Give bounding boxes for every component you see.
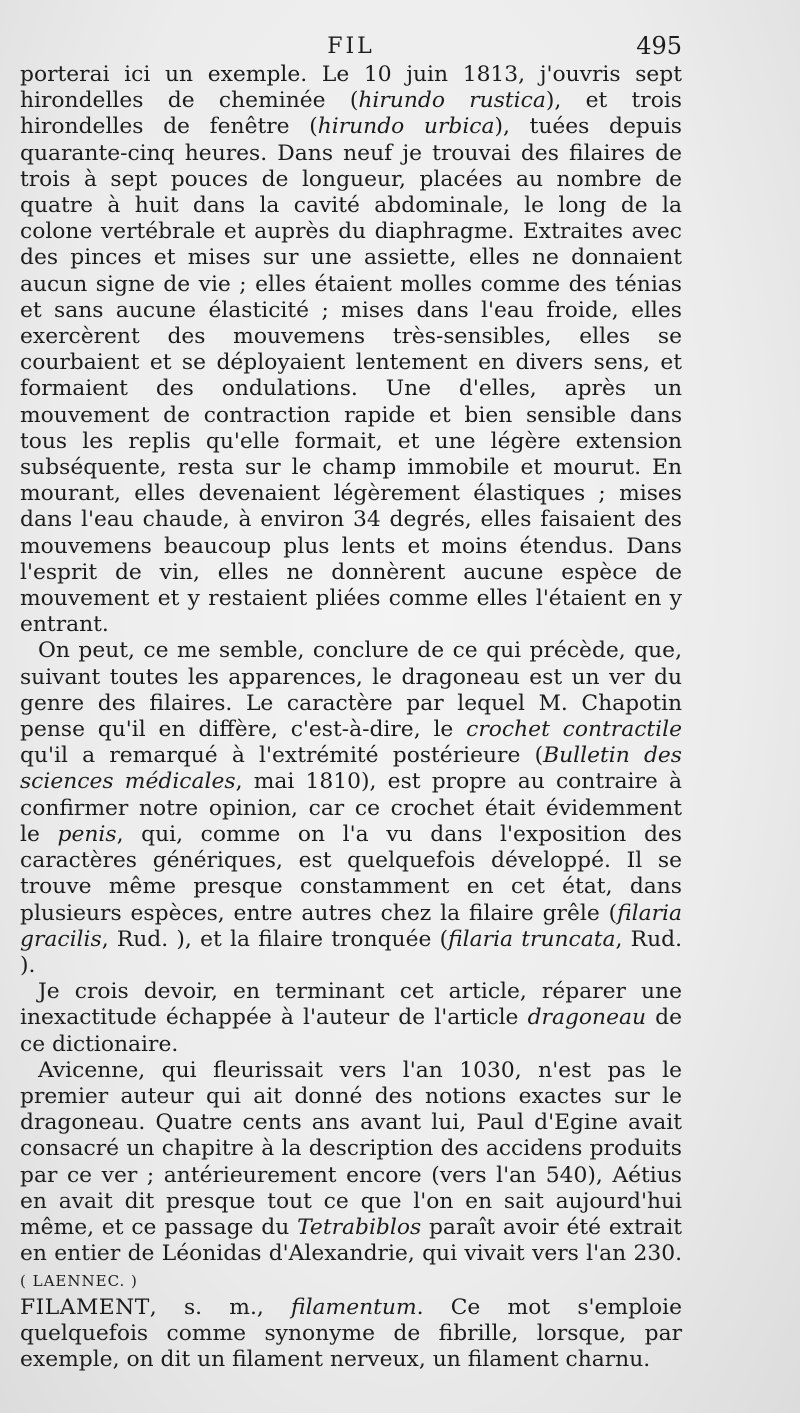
text-run: . Ce mot s'emploie quelquefois comme synonyme de fibrille, lorsque, par exemple, on dit un filament nerveux, un filament charnu. [20, 1294, 682, 1372]
italic-term: filamentum [291, 1294, 417, 1320]
paragraph-avicenne [20, 1058, 682, 1295]
text-run: qu'il a remarqué à l'extrémité postérieure ( [20, 743, 544, 769]
italic-term: hirundo rustica [358, 88, 546, 114]
text-run: porterai ici un exemple. Le 10 juin 1813, j'ouvris sept hirondelles de cheminée ( [20, 62, 682, 114]
text-run: , Rud. ), et la filaire tronquée ( [101, 926, 449, 952]
page-number: 495 [636, 32, 682, 60]
italic-term: dragoneau [527, 1005, 647, 1031]
text-run: paraît avoir été extrait en entier de Léonidas d'Alexandrie, qui vivait vers l'an 230. [20, 1214, 682, 1267]
text-run: Je crois devoir, en terminant cet article, réparer une inexactitude échappée à l'auteur de l'article [20, 979, 682, 1031]
text-run: de ce dictionaire. [20, 1005, 683, 1057]
entry-headword: FILAMENT [20, 1294, 150, 1320]
text-run: , Rud. ). [20, 926, 683, 978]
page-header [20, 34, 682, 64]
italic-term: filaria gracilis [20, 900, 682, 952]
paragraph-correction [20, 979, 682, 1058]
text-run: On peut, ce me semble, conclure de ce qui précède, que, suivant toutes les apparences, le dragoneau est un ver du genre des filaires. Le caractère par lequel M. Chapotin pense qu'il en diffère, c'est-à-dire, le [20, 638, 682, 743]
paragraph-conclusion [20, 638, 682, 979]
text-run: , s. m., [149, 1294, 292, 1320]
text-run: , mai 1810), est propre au contraire à confirmer notre opinion, car ce crochet était évidemment le [20, 769, 682, 847]
italic-term: crochet contractile [466, 717, 683, 743]
text-run: , qui, comme on l'a vu dans l'exposition des caractères génériques, est quelquefois développé. Il se trouve même presque constamment en cet état, dans plusieurs espèces, entre autres chez la filaire grêle ( [20, 821, 682, 926]
text-run: Avicenne, qui fleurissait vers l'an 1030, n'est pas le premier auteur qui ait donné des notions exactes sur le dragoneau. Quatre cents ans avant lui, Paul d'Egine avait consacré un chapitre à la description des accidens produits par ce ver ; antérieurement encore (vers l'an 540), Aétius en avait dit presque tout ce que l'on en sait aujourd'hui même, et ce passage du [20, 1057, 682, 1240]
running-title: FIL [327, 34, 375, 59]
text-run: ), tuées depuis quarante-cinq heures. Dans neuf je trouvai des filaires de trois à sept pouces de longueur, placées au nombre de quatre à huit dans la cavité abdominale, le long de la colone vertébrale et auprès du diaphragme. Extraites avec des pinces et mises sur une assiette, elles ne donnaient aucun signe de vie ; elles étaient molles comme des ténias et sans aucune élasticité ; mises dans l'eau froide, elles exercèrent des mouvemens très-sensibles, elles se courbaient et se déployaient lentement en divers sens, et formaient des ondulations. Une d'elles, après un mouvement de contraction rapide et bien sensible dans tous les replis qu'elle formait, et une légère extension subséquente, resta sur le champ immobile et mourut. En mourant, elles devenaient légèrement élastiques ; mises dans l'eau chaude, à environ 34 degrés, elles faisaient des mouvemens beaucoup plus lents et moins étendus. Dans l'esprit de vin, elles ne donnèrent aucune espèce de mouvement et y restaient pliées comme elles l'étaient en y entrant. [20, 114, 682, 638]
italic-term: Bulletin des sciences médicales [20, 743, 682, 795]
author-signature: ( LAENNEC. ) [20, 1272, 138, 1291]
text-run: ), et trois hirondelles de fenêtre ( [20, 88, 682, 140]
italic-term: Tetrabiblos [297, 1214, 422, 1240]
paragraph-continued [20, 62, 682, 638]
italic-term: hirundo urbica [317, 114, 495, 140]
article-body [20, 62, 682, 1373]
italic-term: penis [57, 821, 117, 847]
italic-term: filaria truncata [448, 926, 616, 952]
entry-filament [20, 1295, 682, 1374]
